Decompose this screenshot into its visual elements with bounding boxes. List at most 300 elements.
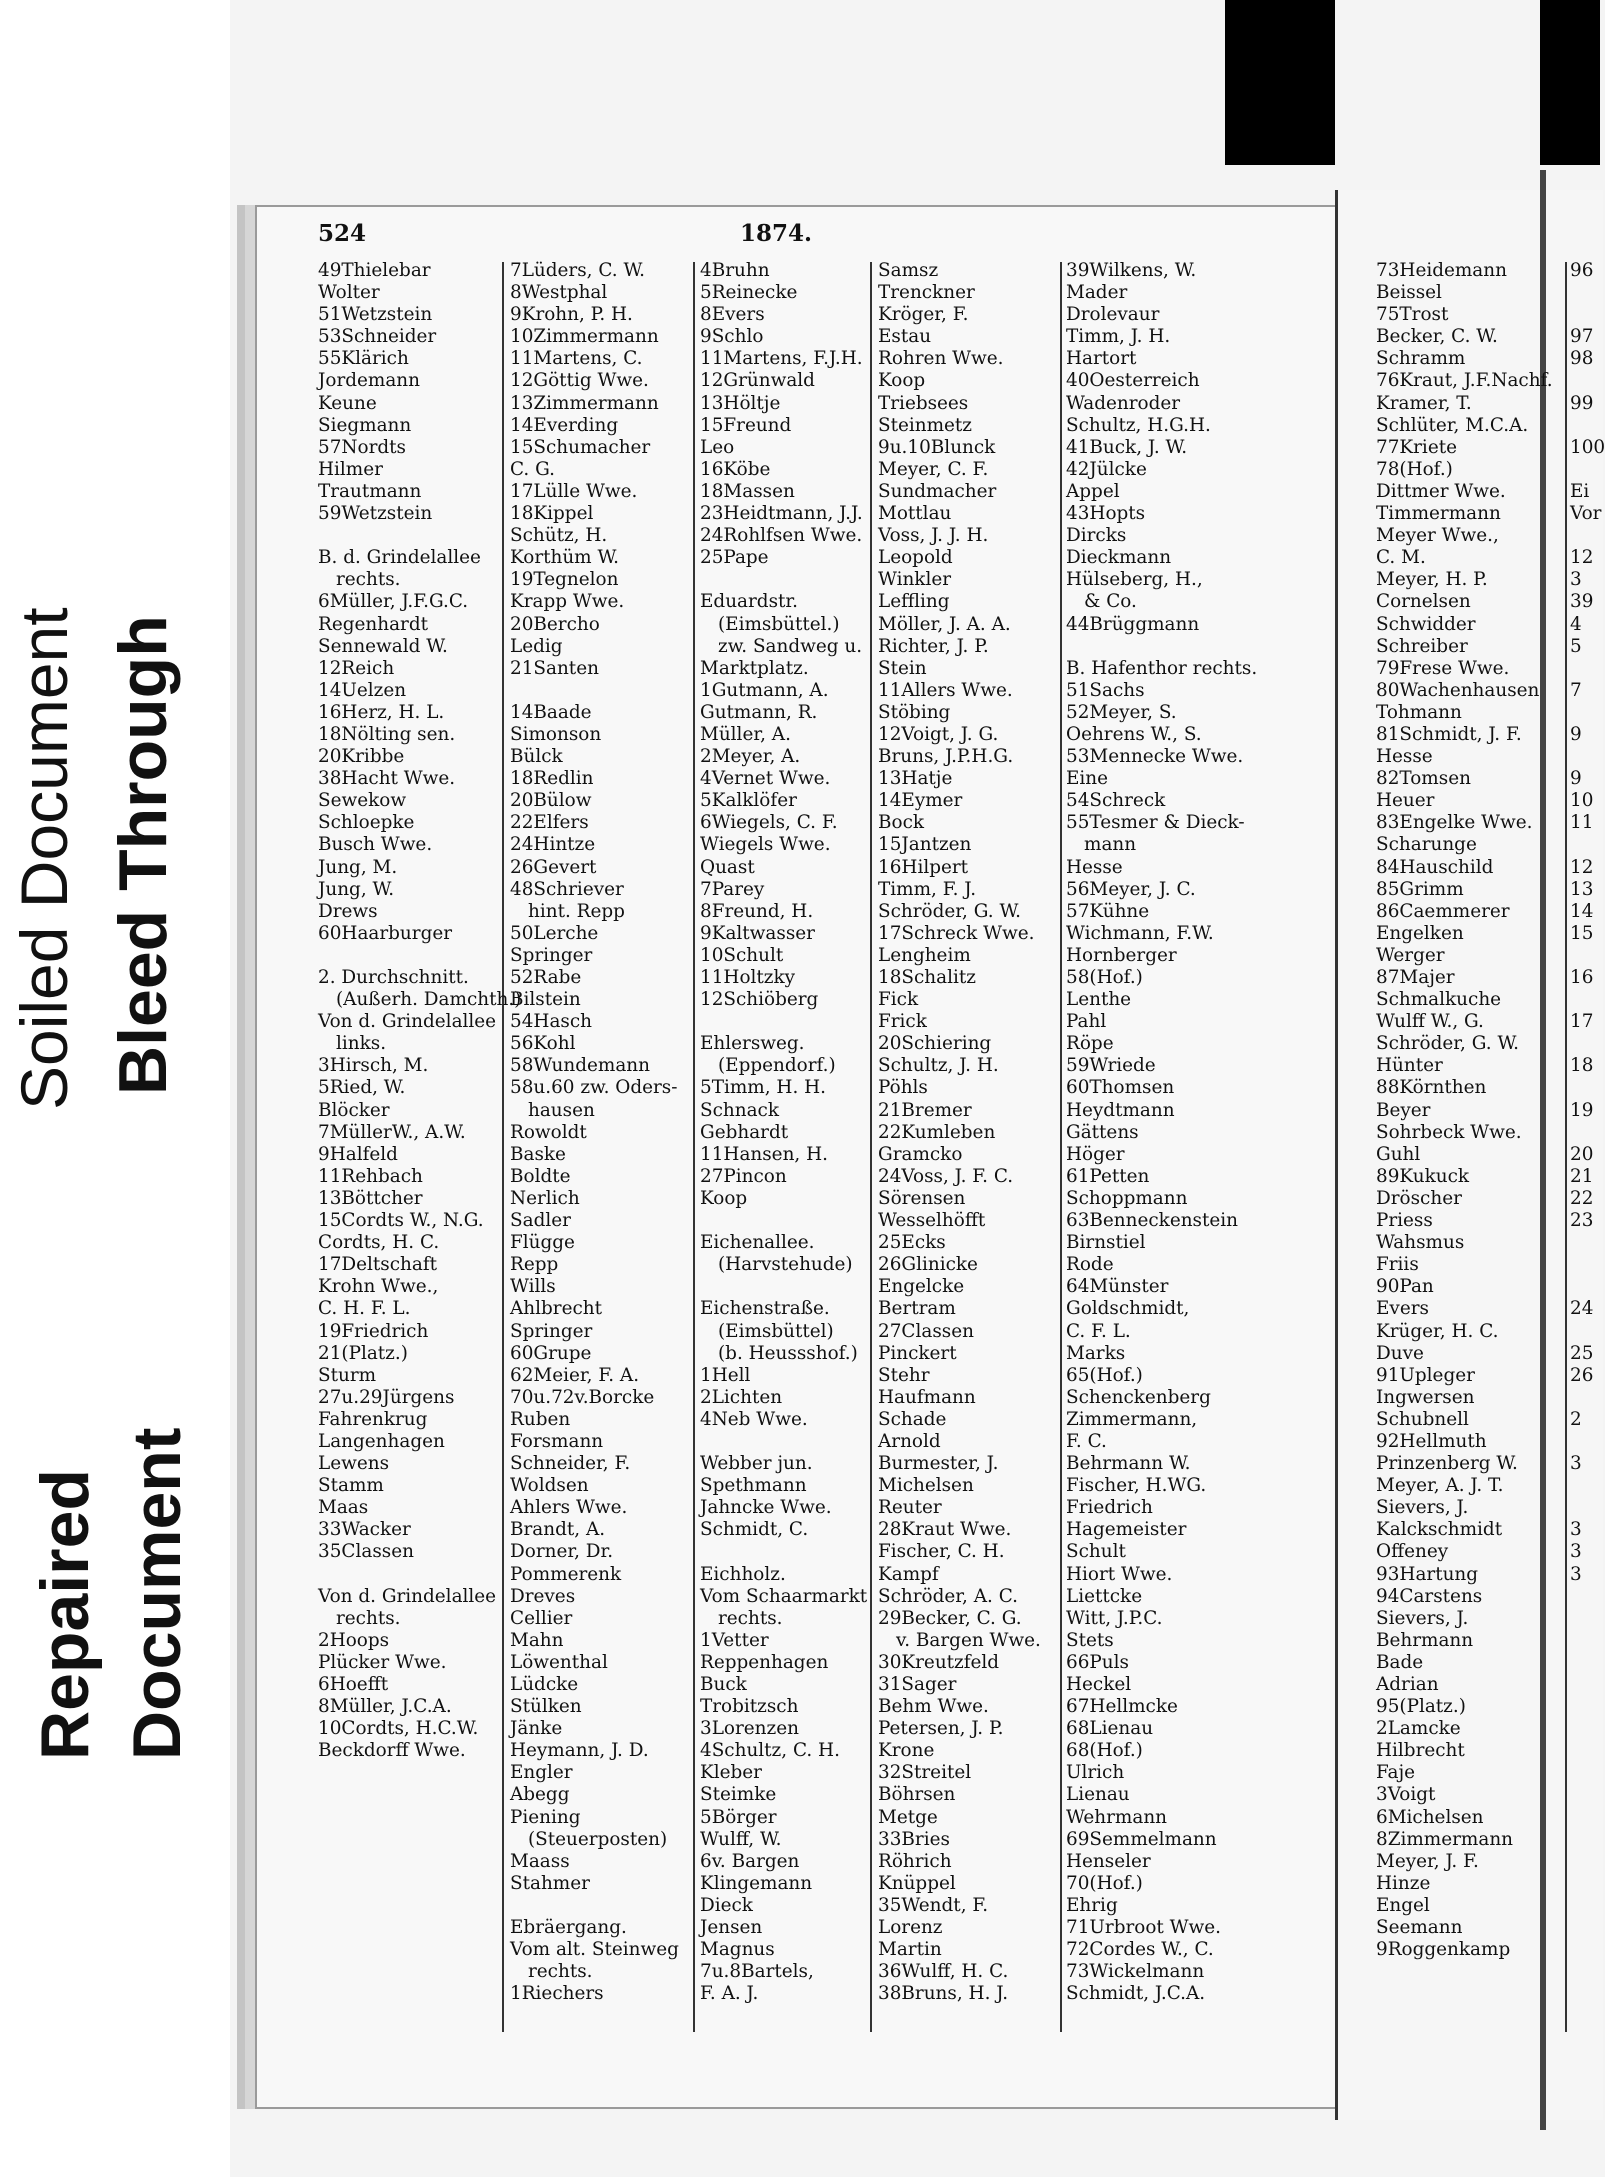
- directory-entry: Friis: [1376, 1254, 1419, 1276]
- directory-entry: [1570, 1431, 1600, 1453]
- directory-entry: 60Haarburger: [318, 922, 453, 944]
- directory-entry: [700, 1210, 868, 1232]
- directory-entry: 65(Hof.): [1066, 1364, 1143, 1386]
- directory-entry: 63Benneckenstein: [1066, 1210, 1238, 1232]
- directory-column-1: [318, 260, 522, 1762]
- directory-entry: 75Trost: [1376, 304, 1449, 326]
- directory-entry: 5Timm, H. H.: [700, 1077, 827, 1099]
- directory-entry: Regenhardt: [318, 613, 428, 635]
- directory-entry: 14Uelzen: [318, 679, 407, 701]
- directory-entry: Quast: [700, 856, 755, 878]
- directory-entry: Knüppel: [878, 1872, 956, 1894]
- directory-entry: Busch Wwe.: [318, 834, 433, 856]
- directory-entry: 70u.72v.Borcke: [510, 1386, 655, 1408]
- directory-entry: 21(Platz.): [318, 1342, 408, 1364]
- directory-entry: 18Massen: [700, 480, 795, 502]
- directory-entry: Drolevaur: [1066, 304, 1160, 326]
- directory-entry: Wiegels Wwe.: [700, 834, 831, 856]
- directory-entry: Schult: [1066, 1541, 1126, 1563]
- column-rule: [502, 262, 504, 2032]
- directory-entry: 43Hopts: [1066, 503, 1146, 525]
- directory-entry: [1570, 1387, 1600, 1409]
- directory-entry: 12: [1570, 856, 1594, 878]
- directory-entry: 18Nölting sen.: [318, 723, 456, 745]
- directory-entry: 60Grupe: [510, 1342, 592, 1364]
- top-black-strip-left: [1225, 0, 1335, 165]
- directory-entry: 5: [1570, 635, 1582, 657]
- directory-entry: Pommerenk: [510, 1563, 622, 1585]
- directory-entry: [1570, 415, 1600, 437]
- directory-entry: 59Wetzstein: [318, 503, 433, 525]
- directory-entry: 90Pan: [1376, 1276, 1434, 1298]
- directory-entry: 3: [1570, 1453, 1582, 1475]
- directory-entry: Bülck: [510, 746, 563, 768]
- directory-entry: Schröder, G. W.: [1376, 1033, 1519, 1055]
- directory-entry: 52Rabe: [510, 967, 582, 988]
- directory-entry: Trenckner: [878, 282, 975, 304]
- directory-entry: Dreves: [510, 1585, 576, 1607]
- directory-entry: Bock: [878, 812, 925, 834]
- directory-entry: Heckel: [1066, 1674, 1132, 1695]
- directory-entry: Ahlbrecht: [510, 1298, 602, 1320]
- directory-entry: Dieck: [700, 1894, 753, 1916]
- directory-entry: rechts.: [336, 569, 401, 591]
- directory-entry: [318, 1564, 500, 1586]
- directory-entry: 9Roggenkamp: [1376, 1939, 1511, 1961]
- directory-entry: [700, 1541, 868, 1563]
- directory-entry: & Co.: [1084, 591, 1137, 613]
- directory-entry: Böhrsen: [878, 1784, 956, 1806]
- directory-entry: 18Redlin: [510, 768, 594, 790]
- directory-entry: Ledig: [510, 635, 563, 657]
- directory-entry: links.: [336, 1033, 387, 1055]
- directory-entry: Stein: [878, 657, 927, 679]
- directory-entry: Webber jun.: [700, 1453, 813, 1475]
- directory-entry: 42Jülcke: [1066, 458, 1147, 480]
- directory-entry: 9Krohn, P. H.: [510, 304, 633, 326]
- directory-entry: Rowoldt: [510, 1121, 587, 1143]
- directory-entry: Schwidder: [1376, 613, 1476, 635]
- directory-entry: Kröger, F.: [878, 304, 969, 326]
- directory-entry: 61Petten: [1066, 1165, 1150, 1187]
- directory-entry: [1570, 370, 1600, 392]
- directory-entry: 57Nordts: [318, 436, 406, 458]
- directory-entry: v. Bargen Wwe.: [896, 1629, 1041, 1651]
- directory-entry: 86Caemmerer: [1376, 900, 1510, 922]
- directory-entry: Appel: [1066, 480, 1120, 502]
- directory-entry: Koop: [700, 1187, 748, 1209]
- column-rule: [1565, 262, 1567, 2032]
- directory-entry: [1570, 1254, 1600, 1276]
- directory-entry: 3Voigt: [1376, 1784, 1436, 1806]
- directory-entry: Sievers, J.: [1376, 1497, 1469, 1519]
- directory-entry: Leffling: [878, 591, 950, 613]
- directory-entry: Ulrich: [1066, 1762, 1125, 1784]
- directory-entry: 3: [1570, 569, 1582, 591]
- directory-entry: 9Halfeld: [318, 1143, 398, 1165]
- directory-entry: Koop: [878, 370, 926, 392]
- directory-entry: Magnus: [700, 1939, 775, 1961]
- directory-entry: Kampf: [878, 1563, 939, 1585]
- directory-entry: Höger: [1066, 1143, 1125, 1165]
- directory-entry: Meyer, C. F.: [878, 458, 989, 480]
- directory-entry: 38Hacht Wwe.: [318, 768, 456, 790]
- directory-entry: 39: [1570, 591, 1594, 613]
- directory-entry: Heymann, J. D.: [510, 1740, 649, 1762]
- directory-entry: Krohn Wwe.,: [318, 1276, 439, 1298]
- directory-entry: Jänke: [510, 1718, 563, 1740]
- directory-column-3: [700, 260, 868, 2005]
- directory-entry: Behrmann: [1376, 1629, 1474, 1651]
- directory-entry: 85Grimm: [1376, 878, 1464, 900]
- directory-entry: 92Hellmuth: [1376, 1430, 1487, 1452]
- directory-entry: 12Reich: [318, 657, 395, 679]
- directory-entry: 2Meyer, A.: [700, 746, 801, 768]
- directory-entry: 73Wickelmann: [1066, 1961, 1205, 1983]
- directory-entry: Sohrbeck Wwe.: [1376, 1121, 1522, 1143]
- directory-entry: [1570, 1033, 1600, 1055]
- directory-entry: Stehr: [878, 1364, 930, 1386]
- directory-entry: Hagemeister: [1066, 1519, 1187, 1541]
- directory-entry: Leo: [700, 436, 735, 458]
- directory-entry: Dieckmann: [1066, 547, 1172, 569]
- directory-entry: Pinckert: [878, 1342, 957, 1364]
- directory-entry: Wolter: [318, 282, 380, 304]
- directory-entry: 77Kriete: [1376, 436, 1457, 458]
- directory-entry: Stets: [1066, 1629, 1114, 1651]
- directory-entry: [1570, 1122, 1600, 1144]
- year-heading: 1874.: [740, 220, 813, 247]
- directory-entry: F. C.: [1066, 1430, 1107, 1452]
- directory-entry: 11: [1570, 812, 1594, 834]
- top-black-strip-right: [1540, 0, 1600, 165]
- directory-entry: 54Hasch: [510, 1011, 592, 1033]
- directory-entry: 53Mennecke Wwe.: [1066, 746, 1244, 768]
- directory-entry: (Eimsbüttel.): [718, 613, 840, 635]
- directory-entry: 69Semmelmann: [1066, 1828, 1217, 1850]
- directory-entry: 51Wetzstein: [318, 304, 433, 326]
- directory-entry: [1570, 834, 1600, 856]
- directory-entry: 19Tegnelon: [510, 569, 619, 591]
- directory-entry: Pahl: [1066, 1011, 1107, 1033]
- directory-entry: 89Kukuck: [1376, 1165, 1470, 1187]
- directory-entry: 22: [1570, 1187, 1594, 1209]
- directory-entry: Hünter: [1376, 1055, 1443, 1077]
- directory-entry: [1570, 702, 1600, 724]
- directory-entry: 2Hoops: [318, 1629, 390, 1651]
- directory-entry: 11Holtzky: [700, 967, 796, 988]
- directory-entry: Steimke: [700, 1784, 777, 1806]
- directory-entry: 10Schult: [700, 944, 784, 966]
- directory-entry: 21Bremer: [878, 1099, 972, 1121]
- directory-column-5: [1066, 260, 1258, 2005]
- directory-entry: 23: [1570, 1210, 1594, 1232]
- directory-entry: 1Gutmann, A.: [700, 679, 829, 701]
- directory-entry: 55Tesmer & Dieck-: [1066, 812, 1245, 834]
- directory-entry: [1570, 746, 1600, 768]
- directory-entry: Evers: [1376, 1298, 1429, 1320]
- directory-entry: 8Zimmermann: [1376, 1828, 1514, 1850]
- directory-entry: 38Bruns, H. J.: [878, 1983, 1009, 2005]
- directory-entry: 100: [1570, 436, 1605, 458]
- directory-entry: 5Börger: [700, 1806, 777, 1828]
- directory-entry: Schmidt, J.C.A.: [1066, 1983, 1206, 2005]
- directory-entry: Fischer, H.WG.: [1066, 1475, 1207, 1497]
- directory-entry: [1570, 459, 1600, 481]
- directory-entry: Wulff W., G.: [1376, 1011, 1484, 1033]
- directory-entry: 17Schreck Wwe.: [878, 922, 1035, 944]
- directory-entry: 52Meyer, S.: [1066, 701, 1177, 723]
- directory-entry: 27Classen: [878, 1320, 974, 1342]
- directory-entry: 13Böttcher: [318, 1187, 423, 1209]
- directory-entry: Hartort: [1066, 348, 1137, 370]
- directory-entry: Voss, J. J. H.: [878, 525, 989, 547]
- directory-entry: 91Upleger: [1376, 1364, 1475, 1386]
- directory-entry: 15Cordts W., N.G.: [318, 1210, 484, 1232]
- directory-entry: [510, 1895, 690, 1917]
- directory-entry: Estau: [878, 326, 932, 348]
- directory-entry: 8Evers: [700, 304, 765, 326]
- directory-entry: 71Urbroot Wwe.: [1066, 1917, 1222, 1939]
- directory-entry: 13Hatje: [878, 768, 953, 790]
- directory-entry: Beissel: [1376, 282, 1442, 304]
- directory-entry: 58Wundemann: [510, 1055, 650, 1077]
- directory-entry: 53Schneider: [318, 326, 437, 348]
- directory-entry: Brandt, A.: [510, 1519, 606, 1541]
- directory-entry: Duve: [1376, 1342, 1424, 1364]
- directory-entry: Nerlich: [510, 1187, 580, 1209]
- directory-entry: 22Elfers: [510, 812, 589, 834]
- directory-entry: Eichenstraße.: [700, 1298, 830, 1320]
- directory-entry: 33Bries: [878, 1828, 950, 1850]
- directory-entry: (Eimsbüttel): [718, 1320, 834, 1342]
- directory-entry: Hesse: [1066, 856, 1123, 878]
- directory-entry: 6v. Bargen: [700, 1850, 800, 1872]
- directory-entry: 3Hirsch, M.: [318, 1055, 429, 1077]
- directory-entry: Fischer, C. H.: [878, 1541, 1005, 1563]
- directory-entry: 25: [1570, 1342, 1594, 1364]
- directory-column-4: [878, 260, 1058, 2005]
- directory-entry: 20Bercho: [510, 613, 600, 635]
- directory-entry: Offeney: [1376, 1541, 1449, 1563]
- directory-entry: Marks: [1066, 1342, 1126, 1364]
- directory-entry: 14: [1570, 900, 1594, 922]
- directory-entry: 17Lülle Wwe.: [510, 480, 638, 502]
- directory-entry: 1Hell: [700, 1364, 751, 1386]
- directory-entry: Hiort Wwe.: [1066, 1563, 1173, 1585]
- directory-entry: 58u.60 zw. Oders-: [510, 1077, 678, 1099]
- directory-entry: Meyer, H. P.: [1376, 569, 1488, 591]
- directory-entry: 9u.10Blunck: [878, 436, 996, 458]
- directory-entry: 56Kohl: [510, 1033, 576, 1055]
- directory-column-6: [1376, 260, 1564, 1961]
- directory-entry: Spethmann: [700, 1475, 807, 1497]
- directory-entry: 7MüllerW., A.W.: [318, 1121, 466, 1143]
- directory-entry: Blöcker: [318, 1099, 390, 1121]
- directory-entry: 54Schreck: [1066, 790, 1166, 812]
- directory-entry: 68Lienau: [1066, 1718, 1154, 1740]
- directory-entry: Vom alt. Steinweg: [510, 1939, 679, 1961]
- directory-entry: Priess: [1376, 1210, 1433, 1232]
- directory-entry: 19: [1570, 1099, 1594, 1121]
- directory-entry: Baske: [510, 1143, 566, 1165]
- directory-entry: (Harvstehude): [718, 1254, 853, 1276]
- directory-entry: 24: [1570, 1298, 1594, 1320]
- directory-entry: 16Hilpert: [878, 856, 969, 878]
- directory-entry: Marktplatz.: [700, 657, 809, 679]
- directory-entry: Gebhardt: [700, 1121, 789, 1143]
- directory-entry: 7u.8Bartels,: [700, 1961, 814, 1983]
- directory-entry: Stamm: [318, 1475, 384, 1497]
- directory-entry: Jensen: [700, 1917, 763, 1939]
- directory-entry: Dittmer Wwe.: [1376, 480, 1506, 502]
- directory-entry: 32Streitel: [878, 1762, 972, 1784]
- directory-entry: Repp: [510, 1254, 559, 1276]
- directory-entry: Richter, J. P.: [878, 635, 989, 657]
- directory-entry: 70(Hof.): [1066, 1872, 1143, 1894]
- directory-entry: 23Heidtmann, J.J.: [700, 503, 863, 525]
- directory-entry: Hilmer: [318, 458, 383, 480]
- directory-entry: Leopold: [878, 547, 953, 569]
- directory-entry: 22Kumleben: [878, 1121, 996, 1143]
- directory-entry: Keune: [318, 392, 377, 414]
- directory-entry: Mottlau: [878, 503, 952, 525]
- directory-entry: 21: [1570, 1165, 1594, 1187]
- directory-entry: 94Carstens: [1376, 1585, 1483, 1607]
- directory-entry: [700, 1276, 868, 1298]
- directory-entry: 59Wriede: [1066, 1055, 1156, 1077]
- directory-entry: 41Buck, J. W.: [1066, 436, 1188, 458]
- directory-entry: 6Hoefft: [318, 1674, 389, 1695]
- directory-entry: Schröder, G. W.: [878, 900, 1021, 922]
- directory-entry: Klingemann: [700, 1872, 813, 1894]
- directory-entry: 20Schiering: [878, 1033, 992, 1055]
- directory-entry: Jung, M.: [318, 856, 398, 878]
- directory-entry: Triebsees: [878, 392, 969, 414]
- directory-entry: Metge: [878, 1806, 938, 1828]
- directory-entry: 58(Hof.): [1066, 967, 1143, 988]
- directory-entry: Hinze: [1376, 1872, 1431, 1894]
- directory-entry: 11Martens, F.J.H.: [700, 348, 863, 370]
- directory-entry: Wadenroder: [1066, 392, 1181, 414]
- directory-entry: Beyer: [1376, 1099, 1431, 1121]
- directory-entry: Burmester, J.: [878, 1453, 999, 1475]
- directory-entry: 5Ried, W.: [318, 1077, 406, 1099]
- directory-entry: Engelken: [1376, 922, 1464, 944]
- directory-entry: Müller, A.: [700, 723, 791, 745]
- directory-entry: Adrian: [1376, 1674, 1439, 1695]
- directory-entry: Guhl: [1376, 1143, 1421, 1165]
- directory-entry: 72Cordes W., C.: [1066, 1939, 1214, 1961]
- directory-entry: Schmalkuche: [1376, 989, 1502, 1011]
- directory-entry: 28Kraut Wwe.: [878, 1519, 1012, 1541]
- directory-entry: Wahsmus: [1376, 1232, 1465, 1254]
- directory-entry: 3: [1570, 1541, 1582, 1563]
- directory-entry: 14Eymer: [878, 790, 963, 812]
- directory-entry: Martin: [878, 1939, 942, 1961]
- directory-entry: Schenckenberg: [1066, 1386, 1211, 1408]
- directory-entry: 13: [1570, 878, 1594, 900]
- directory-entry: Heydtmann: [1066, 1099, 1175, 1121]
- directory-entry: 31Sager: [878, 1674, 957, 1695]
- directory-entry: 73Heidemann: [1376, 260, 1507, 281]
- directory-entry: Langenhagen: [318, 1430, 445, 1452]
- directory-entry: 4Bruhn: [700, 260, 770, 281]
- column-rule: [693, 262, 695, 2032]
- directory-entry: [1570, 1077, 1600, 1099]
- directory-entry: 33Wacker: [318, 1519, 411, 1541]
- directory-entry: 81Schmidt, J. F.: [1376, 723, 1522, 745]
- directory-entry: [318, 945, 500, 967]
- directory-entry: Maass: [510, 1850, 570, 1872]
- directory-entry: 26: [1570, 1364, 1594, 1386]
- directory-entry: Stahmer: [510, 1872, 590, 1894]
- directory-entry: (Steuerposten): [528, 1828, 668, 1850]
- directory-entry: Faje: [1376, 1762, 1416, 1784]
- directory-entry: Jordemann: [318, 370, 420, 392]
- directory-entry: Ehrig: [1066, 1894, 1118, 1916]
- directory-entry: Bruns, J.P.H.G.: [878, 746, 1014, 768]
- directory-entry: 80Wachenhausen: [1376, 679, 1540, 701]
- directory-entry: Schnack: [700, 1099, 779, 1121]
- directory-entry: 66Puls: [1066, 1651, 1129, 1673]
- directory-entry: 17Deltschaft: [318, 1254, 438, 1276]
- directory-entry: Beckdorff Wwe.: [318, 1740, 466, 1762]
- directory-entry: Steinmetz: [878, 414, 973, 436]
- directory-entry: 15: [1570, 922, 1594, 944]
- directory-entry: 16: [1570, 967, 1594, 988]
- directory-entry: Samsz: [878, 260, 939, 281]
- directory-entry: 3Lorenzen: [700, 1718, 799, 1740]
- directory-entry: Löwenthal: [510, 1651, 608, 1673]
- directory-entry: Ahlers Wwe.: [510, 1497, 628, 1519]
- directory-entry: 8Westphal: [510, 282, 608, 304]
- directory-entry: 10Cordts, H.C.W.: [318, 1718, 479, 1740]
- directory-entry: 79Frese Wwe.: [1376, 657, 1510, 679]
- directory-entry: 2Lamcke: [1376, 1718, 1461, 1740]
- directory-entry: 9Schlo: [700, 326, 764, 348]
- directory-entry: Gutmann, R.: [700, 701, 818, 723]
- directory-entry: Hornberger: [1066, 944, 1177, 966]
- directory-entry: C. H. F. L.: [318, 1298, 411, 1320]
- directory-entry: 20Kribbe: [318, 746, 405, 768]
- directory-entry: Schultz, H.G.H.: [1066, 414, 1211, 436]
- directory-entry: Meyer Wwe.,: [1376, 525, 1499, 547]
- directory-entry: 5Kalklöfer: [700, 790, 797, 812]
- directory-entry: Sennewald W.: [318, 635, 448, 657]
- directory-entry: Kalckschmidt: [1376, 1519, 1503, 1541]
- directory-entry: 68(Hof.): [1066, 1740, 1143, 1762]
- directory-entry: C. F. L.: [1066, 1320, 1131, 1342]
- directory-entry: Jung, W.: [318, 878, 395, 900]
- directory-entry: [1570, 1276, 1600, 1298]
- directory-entry: Röpe: [1066, 1033, 1114, 1055]
- directory-entry: Stöbing: [878, 701, 951, 723]
- directory-entry: Sturm: [318, 1364, 377, 1386]
- directory-entry: Heuer: [1376, 790, 1435, 812]
- directory-entry: Henseler: [1066, 1850, 1151, 1872]
- directory-entry: 15Jantzen: [878, 834, 972, 856]
- directory-entry: Schlüter, M.C.A.: [1376, 414, 1529, 436]
- directory-entry: Petersen, J. P.: [878, 1718, 1004, 1740]
- column-rule: [1060, 262, 1062, 2032]
- directory-entry: Cordts, H. C.: [318, 1232, 440, 1254]
- directory-entry: B. Hafenthor rechts.: [1066, 657, 1258, 679]
- directory-entry: Abegg: [510, 1784, 570, 1806]
- directory-entry: 7Lüders, C. W.: [510, 260, 645, 281]
- directory-entry: 11Rehbach: [318, 1165, 423, 1187]
- directory-entry: Gramcko: [878, 1143, 963, 1165]
